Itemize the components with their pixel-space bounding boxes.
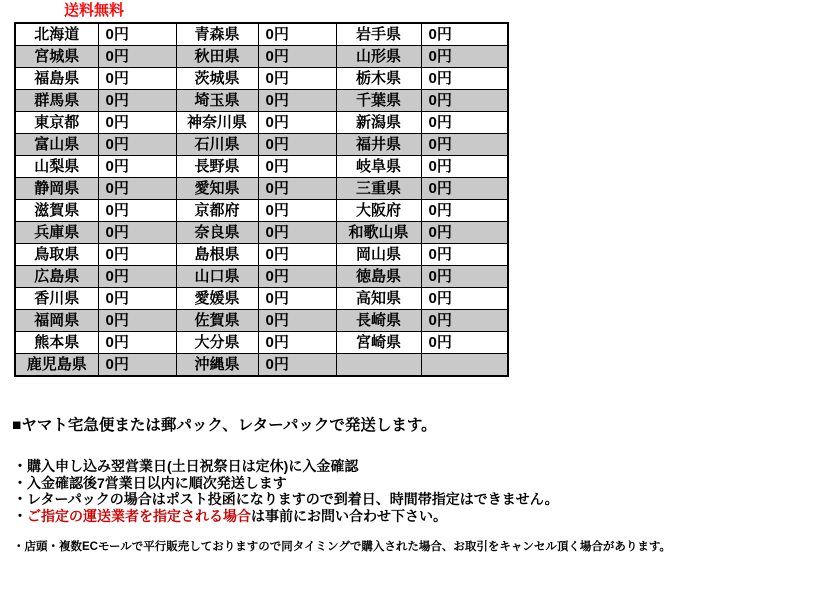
prefecture-cell: 岡山県 [336,244,421,266]
prefecture-cell: 京都府 [176,200,258,222]
fee-cell: 0円 [98,310,176,332]
fee-cell: 0円 [421,46,508,68]
prefecture-cell: 山口県 [176,266,258,288]
fee-cell: 0円 [98,178,176,200]
prefecture-cell: 山形県 [336,46,421,68]
fee-cell: 0円 [421,222,508,244]
prefecture-cell: 長野県 [176,156,258,178]
prefecture-cell: 千葉県 [336,90,421,112]
table-row [15,156,508,178]
fee-cell: 0円 [98,332,176,354]
shipping-fee-table [14,22,509,377]
fee-cell: 0円 [98,244,176,266]
table-row [15,112,508,134]
fee-cell: 0円 [421,310,508,332]
table-row [15,134,508,156]
prefecture-cell: 愛知県 [176,178,258,200]
prefecture-cell: 東京都 [15,112,98,134]
fee-cell: 0円 [98,46,176,68]
table-row [15,178,508,200]
prefecture-cell: 茨城県 [176,68,258,90]
prefecture-cell: 高知県 [336,288,421,310]
prefecture-cell: 兵庫県 [15,222,98,244]
fee-cell: 0円 [258,354,336,377]
prefecture-cell: 埼玉県 [176,90,258,112]
fee-cell: 0円 [98,90,176,112]
prefecture-cell: 大阪府 [336,200,421,222]
fee-cell: 0円 [421,178,508,200]
fee-cell: 0円 [421,90,508,112]
prefecture-cell: 大分県 [176,332,258,354]
fee-cell: 0円 [98,134,176,156]
table-row [15,68,508,90]
fee-cell: 0円 [258,23,336,46]
prefecture-cell: 福岡県 [15,310,98,332]
fee-cell: 0円 [421,156,508,178]
prefecture-cell: 鳥取県 [15,244,98,266]
prefecture-cell: 鹿児島県 [15,354,98,377]
prefecture-cell: 香川県 [15,288,98,310]
prefecture-cell: 広島県 [15,266,98,288]
fee-cell: 0円 [98,354,176,377]
prefecture-cell: 三重県 [336,178,421,200]
note-text-segment: ・ [13,507,27,524]
table-row [15,310,508,332]
fee-cell: 0円 [98,222,176,244]
prefecture-cell: 福井県 [336,134,421,156]
prefecture-cell: 栃木県 [336,68,421,90]
fee-cell: 0円 [258,68,336,90]
fee-cell: 0円 [98,112,176,134]
table-row [15,288,508,310]
note-text-segment: ・レターパックの場合はポスト投函になりますので到着日、時間帯指定はできません。 [13,491,559,507]
prefecture-cell: 熊本県 [15,332,98,354]
fee-cell: 0円 [258,222,336,244]
prefecture-cell: 徳島県 [336,266,421,288]
prefecture-cell: 滋賀県 [15,200,98,222]
prefecture-cell [336,354,421,377]
shipping-note-line [13,491,559,508]
prefecture-cell: 静岡県 [15,178,98,200]
prefecture-cell: 長崎県 [336,310,421,332]
prefecture-cell: 富山県 [15,134,98,156]
prefecture-cell: 群馬県 [15,90,98,112]
fee-cell: 0円 [98,200,176,222]
fee-cell: 0円 [98,68,176,90]
fee-cell: 0円 [421,134,508,156]
fee-cell [421,354,508,377]
shipping-note-line [13,458,559,475]
free-shipping-label: 送料無料 [64,2,125,19]
table-row [15,332,508,354]
prefecture-cell: 秋田県 [176,46,258,68]
fee-cell: 0円 [98,156,176,178]
fee-cell: 0円 [258,266,336,288]
prefecture-cell: 青森県 [176,23,258,46]
fee-cell: 0円 [258,90,336,112]
fee-cell: 0円 [98,266,176,288]
table-row [15,23,508,46]
fee-cell: 0円 [421,23,508,46]
fee-cell: 0円 [258,46,336,68]
fee-cell: 0円 [98,288,176,310]
prefecture-cell: 岩手県 [336,23,421,46]
prefecture-cell: 石川県 [176,134,258,156]
fee-cell: 0円 [421,200,508,222]
fee-cell: 0円 [258,332,336,354]
prefecture-cell: 和歌山県 [336,222,421,244]
prefecture-cell: 山梨県 [15,156,98,178]
prefecture-cell: 宮城県 [15,46,98,68]
note-text-segment: ・入金確認後7営業日以内に順次発送します [13,474,287,491]
fee-cell: 0円 [258,156,336,178]
fee-cell: 0円 [258,178,336,200]
prefecture-cell: 岐阜県 [336,156,421,178]
fee-cell: 0円 [258,288,336,310]
fee-cell: 0円 [258,112,336,134]
fee-cell: 0円 [421,288,508,310]
table-row [15,46,508,68]
fee-cell: 0円 [421,68,508,90]
prefecture-cell: 神奈川県 [176,112,258,134]
prefecture-cell: 佐賀県 [176,310,258,332]
note-text-segment: ご指定の運送業者を指定される場合 [27,507,251,524]
shipping-method-heading: ■ヤマト宅急便または郵パック、レターパックで発送します。 [12,417,437,434]
table-row [15,244,508,266]
prefecture-cell: 北海道 [15,23,98,46]
table-row [15,200,508,222]
prefecture-cell: 愛媛県 [176,288,258,310]
prefecture-cell: 沖縄県 [176,354,258,377]
fee-cell: 0円 [258,310,336,332]
fee-cell: 0円 [258,200,336,222]
fee-cell: 0円 [421,266,508,288]
fee-cell: 0円 [98,23,176,46]
prefecture-cell: 新潟県 [336,112,421,134]
note-text-segment: は事前にお問い合わせ下さい。 [251,507,447,524]
table-row [15,266,508,288]
table-row [15,90,508,112]
fee-cell: 0円 [421,244,508,266]
prefecture-cell: 宮崎県 [336,332,421,354]
shipping-note-line [13,475,559,492]
cancellation-footnote: ・店頭・複数ECモールで平行販売しておりますので同タイミングで購入された場合、お取引をキャンセル頂く場合があります。 [13,541,671,553]
prefecture-cell: 奈良県 [176,222,258,244]
prefecture-cell: 島根県 [176,244,258,266]
shipping-note-line [13,508,559,525]
prefecture-cell: 福島県 [15,68,98,90]
note-text-segment: ・購入申し込み翌営業日(土日祝祭日は定休)に入金確認 [13,458,359,474]
table-row [15,354,508,377]
table-row [15,222,508,244]
fee-cell: 0円 [258,244,336,266]
fee-cell: 0円 [421,112,508,134]
shipping-notes-list [13,458,559,524]
fee-cell: 0円 [258,134,336,156]
fee-cell: 0円 [421,332,508,354]
